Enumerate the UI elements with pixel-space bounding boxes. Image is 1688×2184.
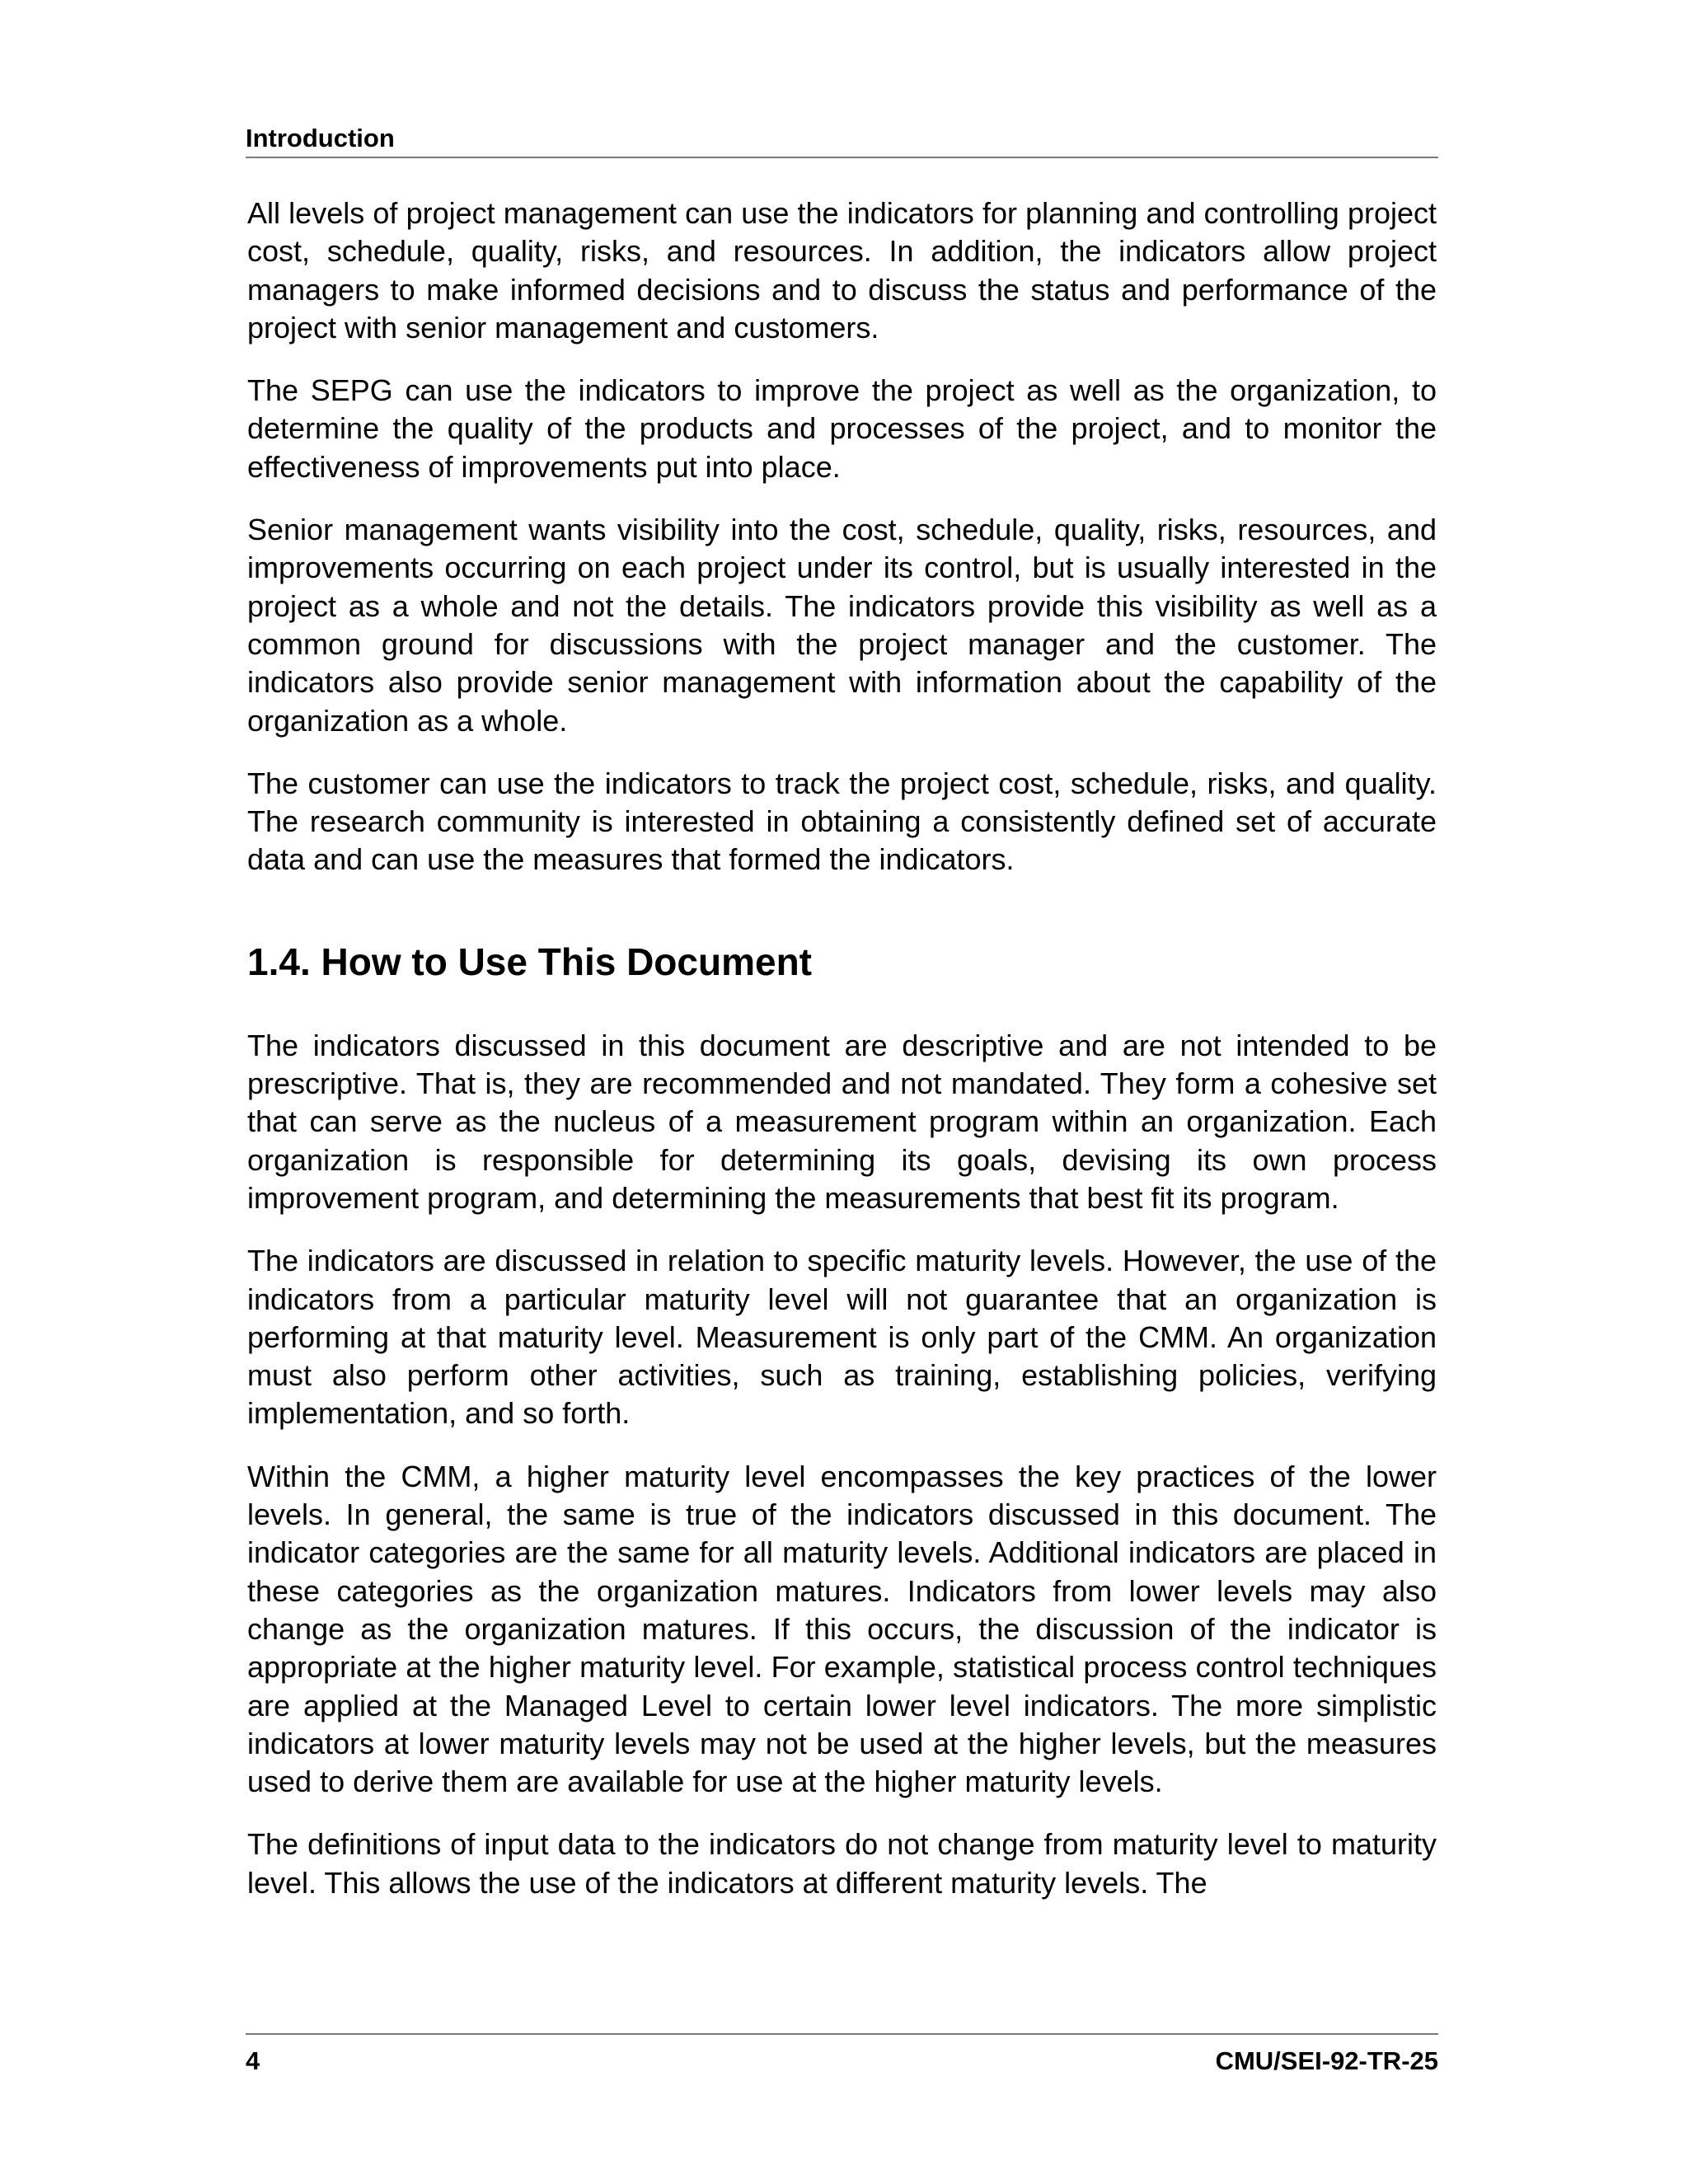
running-footer [246,2033,1438,2076]
page-number: 4 [246,2046,260,2075]
section-heading: 1.4. How to Use This Document [247,940,812,983]
body-paragraph: The indicators are discussed in relation to specific maturity levels. However, the use of the indicators from a particular maturity level will not guarantee that an organization is performing at that maturity level. Measurement is only part of the CMM. An organization must also perform other activities, such as training, establishing policies, verifying implementation, and so forth. [247,1244,1437,1431]
body-paragraph: The definitions of input data to the indicators do not change from maturity level to maturity level. This allows the use of the indicators at different maturity levels. The [247,1827,1437,1900]
body-paragraph: The SEPG can use the indicators to improve the project as well as the organization, to determine the quality of the products and processes of the project, and to monitor the effectiveness of improvements put into place. [247,373,1437,484]
body-paragraph: Senior management wants visibility into the cost, schedule, quality, risks, resources, and improvements occurring on each project under its control, but is usually interested in the project as a whole and not the details. The indicators provide this visibility as well as a common ground for discussions with the project manager and the customer. The indicators also provide senior management with information about the capability of the organization as a whole. [247,513,1437,738]
body-paragraph: All levels of project management can use the indicators for planning and controlling project cost, schedule, quality, risks, and resources. In addition, the indicators allow project managers to make informed decisions and to discuss the status and performance of the project with senior management and customers. [247,196,1437,344]
body-paragraph: The customer can use the indicators to track the project cost, schedule, risks, and quality. The research community is interested in obtaining a consistently defined set of accurate data and can use the measures that formed the indicators. [247,766,1437,877]
body-content [247,194,1437,1927]
body-paragraph: The indicators discussed in this document are descriptive and are not intended to be prescriptive. That is, they are recommended and not mandated. They form a cohesive set that can serve as the nucleus of a measurement program within an organization. Each organization is responsible for determining its goals, devising its own process improvement program, and determining the measurements that best fit its program. [247,1028,1437,1215]
body-paragraph: Within the CMM, a higher maturity level encompasses the key practices of the lower levels. In general, the same is true of the indicators discussed in this document. The indicator categories are the same for all maturity levels. Additional indicators are placed in these categories as the organization matures. Indicators from lower levels may also change as the organization matures. If this occurs, the discussion of the indicator is appropriate at the higher maturity level. For example, statistical process control techniques are applied at the Managed Level to certain lower level indicators. The more simplistic indicators at lower maturity levels may not be used at the higher levels, but the measures used to derive them are available for use at the higher maturity levels. [247,1459,1437,1799]
header-section-title: Introduction [246,124,395,152]
running-header [246,124,1438,158]
report-id: CMU/SEI-92-TR-25 [1215,2046,1438,2075]
